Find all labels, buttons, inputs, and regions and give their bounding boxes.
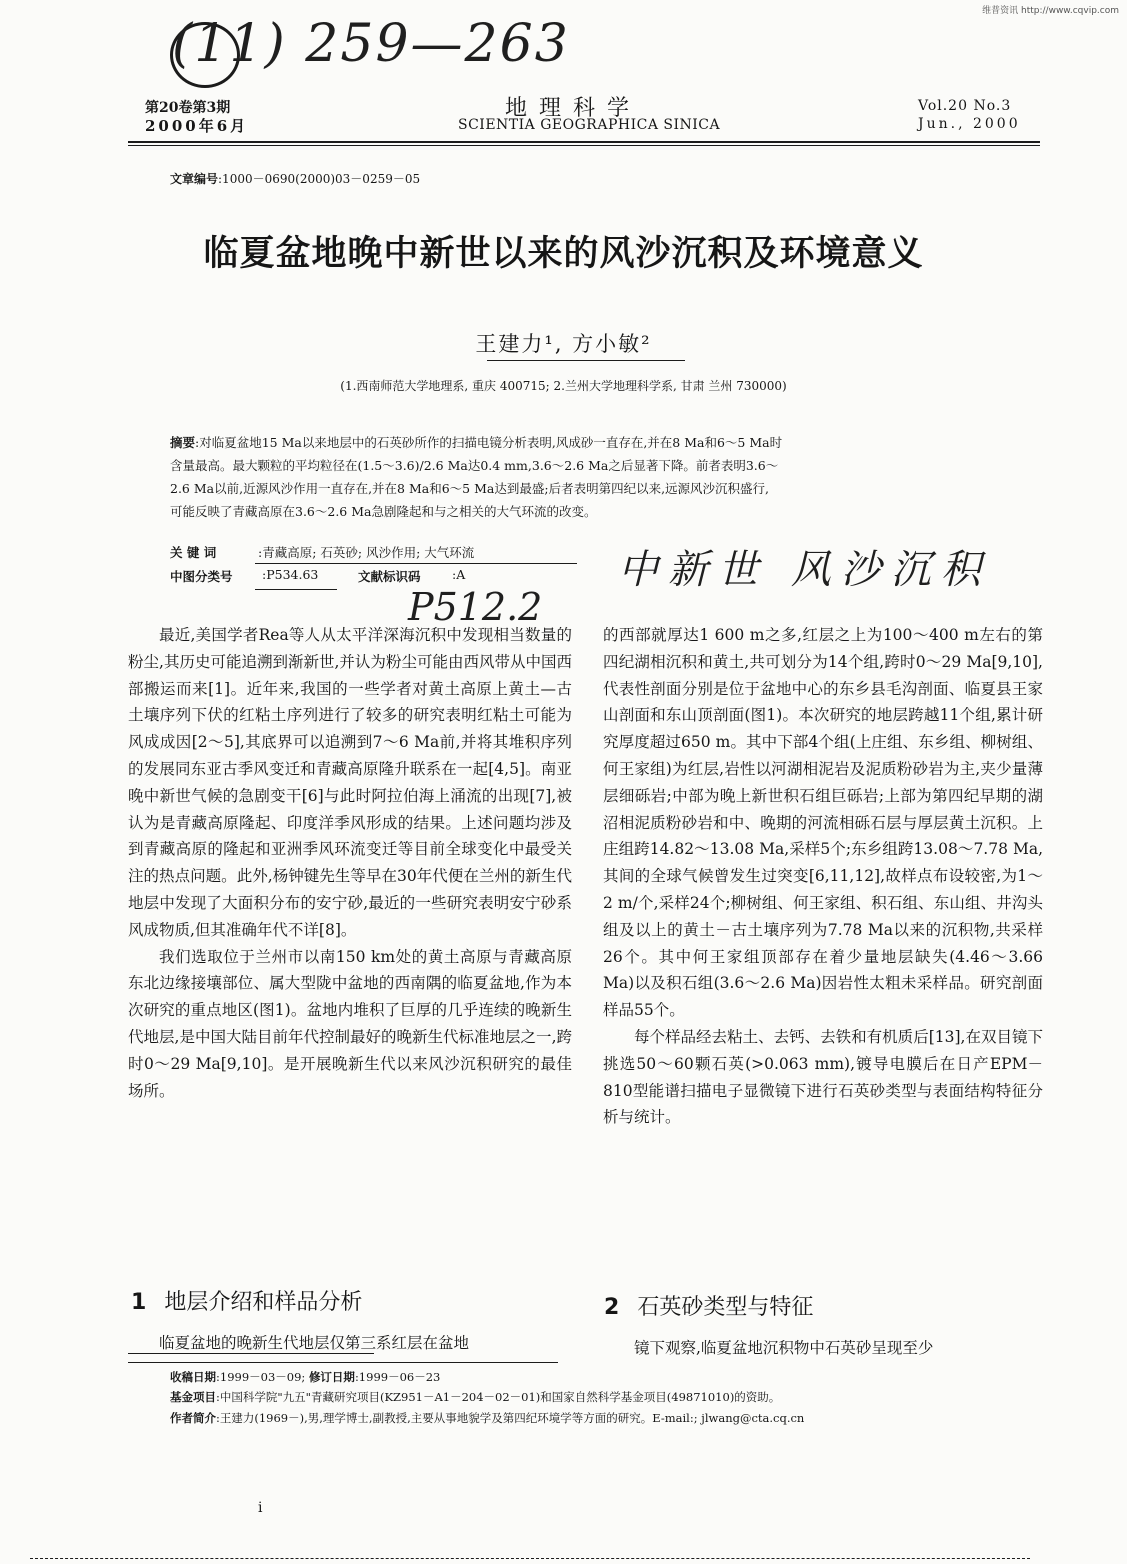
received-label: 收稿日期 [170, 1370, 216, 1384]
keywords: :青藏高原; 石英砂; 风沙作用; 大气环流 [258, 545, 475, 560]
authors: 王建力¹, 方小敏² [475, 332, 652, 356]
section-1-paragraph: 临夏盆地的晚新生代地层仅第三系红层在盆地 [159, 1334, 470, 1352]
revised-date: :1999－06－23 [354, 1370, 441, 1384]
section-1-number: 1 [131, 1290, 147, 1315]
revised-label: 修订日期 [308, 1370, 355, 1384]
article-number-value: :1000－0690(2000)03－0259－05 [218, 172, 421, 186]
document-code-label: 文献标识码 [358, 569, 421, 584]
affiliation: (1.西南师范大学地理系, 重庆 400715; 2.兰州大学地理科学系, 甘肃 兰州 730000) [340, 379, 787, 393]
date-cn: 2000年6月 [145, 117, 249, 135]
bottom-edge-rule [30, 1558, 1030, 1559]
classification-number: :P534.63 [262, 567, 319, 582]
funding-text: :中国科学院"九五"青藏研究项目(KZ951－A1－204－02－01)和国家自然科学基金项目(49871010)的资助。 [216, 1390, 781, 1404]
article-number-label: 文章编号 [170, 172, 219, 186]
date-en: Jun., 2000 [918, 116, 1021, 132]
section-2-number: 2 [604, 1295, 620, 1320]
footnote-rule [128, 1362, 558, 1363]
section-2-heading [604, 1290, 813, 1321]
header-rule-thin [128, 145, 1040, 146]
watermark: 维普资讯 http://www.cqvip.com [982, 6, 1119, 16]
journal-title-cn: 地理科学 [505, 96, 642, 121]
handwritten-page-mark: (11) 259—263 [172, 14, 570, 74]
volume-cn: 第20卷第3期 [145, 100, 231, 116]
right-paragraph-1: 的西部就厚达1 600 m之多,红层之上为100～400 m左右的第四纪湖相沉积和黄土,共可划分为14个组,跨时0～29 Ma[9,10],代表性剖面分别是位于盆地中心的东乡县毛沟剖面、临夏县王家山剖面和东山顶剖面(图1)。本次研究的地层跨越11个组,累计研究厚度超过650 m。其中下部4个组(上庄组、东乡组、柳树组、何王家组)为红层,岩性以河湖相泥岩及泥质粉砂岩为主,夹少量薄层细砾岩;中部为晚上新世积石组巨砾岩;上部为第四纪早期的湖沼相泥质粉砂岩和中、晚期的河流相砾石层与厚层黄土沉积。上庄组跨14.82～13.08 Ma,采样5个;东乡组跨13.08～7.78 Ma,其间的全球气候曾发生过突变[6,11,12],故样点布设较密,为1～2 m/个,采样24个;柳树组、何王家组、积石组、东山组、井沟头组及以上的黄土－古土壤序列为7.78 Ma以来的沉积物,共采样26个。其中何王家组顶部存在着少量地层缺失(4.46～3.66 Ma)以及积石组(3.6～2.6 Ma)因岩性太粗未采样品。研究剖面样品55个。 [603, 626, 1043, 1020]
classification-underline [255, 589, 337, 590]
document-code: :A [452, 567, 466, 582]
header-rule [128, 141, 1040, 143]
abstract-line-4: 可能反映了青藏高原在3.6～2.6 Ma急剧隆起和与之相关的大气环流的改变。 [170, 504, 597, 519]
article-number [170, 170, 420, 187]
abstract-text-1: :对临夏盆地15 Ma以来地层中的石英砂所作的扫描电镜分析表明,风成砂一直存在,并在8 Ma和6～5 Ma时 [195, 435, 783, 450]
abstract-line-1 [170, 431, 1015, 454]
abstract-line-2: 含量最高。最大颗粒的平均粒径在(1.5～3.6)/2.6 Ma达0.4 mm,3.6～2.6 Ma之后显著下降。前者表明3.6～ [170, 458, 779, 473]
abstract-label: 摘要 [170, 435, 196, 450]
volume-en: Vol.20 No.3 [918, 98, 1012, 114]
author-bio-text: :王建力(1969－),男,理学博士,副教授,主要从事地貌学及第四纪环境学等方面的研究。E-mail:; jlwang@cta.cq.cn [216, 1411, 805, 1425]
section-1-underline [128, 1353, 374, 1354]
classification-label: 中图分类号 [170, 569, 233, 584]
left-paragraph-2: 我们选取位于兰州市以南150 km处的黄土高原与青藏高原东北边缘接壤部位、属大型陇中盆地的西南隅的临夏盆地,作为本次研究的重点地区(图1)。盆地内堆积了巨厚的几乎连续的晚新生代地层,是中国大陆目前年代控制最好的晚新生代标准地层之一,跨时0～29 Ma[9,10]。是开展晚新生代以来风沙沉积研究的最佳场所。 [128, 947, 572, 1100]
right-column [603, 622, 1043, 1131]
footnote-author [170, 1410, 804, 1426]
stray-mark: i [258, 1500, 263, 1516]
journal-title-en: SCIENTIA GEOGRAPHICA SINICA [458, 117, 721, 133]
paper-title: 临夏盆地晚中新世以来的风沙沉积及环境意义 [203, 234, 924, 274]
funding-label: 基金项目 [170, 1390, 216, 1404]
handwritten-note-class: P512.2 [408, 585, 543, 629]
right-paragraph-2: 每个样品经去粘土、去钙、去铁和有机质后[13],在双目镜下挑选50～60颗石英(>0.063 mm),镀导电膜后在日产EPM－810型能谱扫描电子显微镜下进行石英砂类型与表面结构特征分析与统计。 [603, 1027, 1043, 1127]
authors-underline [487, 360, 685, 361]
keywords-label: 关 键 词 [170, 545, 217, 560]
handwritten-note-keywords: 中新世 风沙沉积 [618, 547, 991, 593]
author-bio-label: 作者简介 [170, 1411, 216, 1425]
abstract-line-3: 2.6 Ma以前,近源风沙作用一直存在,并在8 Ma和6～5 Ma达到最盛;后者表明第四纪以来,远源风沙沉积盛行, [170, 481, 770, 496]
keywords-underline [255, 563, 577, 564]
section-2-paragraph: 镜下观察,临夏盆地沉积物中石英砂呈现至少 [634, 1339, 934, 1357]
left-paragraph-1: 最近,美国学者Rea等人从太平洋深海沉积中发现相当数量的粉尘,其历史可能追溯到渐新世,并认为粉尘可能由西风带从中国西部搬运而来[1]。近年来,我国的一些学者对黄土高原上黄土—古土壤序列下伏的红粘土序列进行了较多的研究表明红粘土可能为风成成因[2～5],其底界可以追溯到7～6 Ma前,并将其堆积序列的发展同东亚古季风变迁和青藏高原隆升联系在一起[4,5]。南亚晚中新世气候的急剧变干[6]与此时阿拉伯海上涌流的出现[7],被认为是青藏高原隆起、印度洋季风形成的结果。上述问题均涉及到青藏高原的隆起和亚洲季风环流变迁等目前全球变化中最受关注的热点问题。此外,杨钟键先生等早在30年代便在兰州的新生代地层中发现了大面积分布的安宁砂,最近的一些研究表明安宁砂系风成物质,但其准确年代不详[8]。 [128, 626, 572, 939]
footnote-funding [170, 1389, 780, 1405]
section-1-heading [131, 1285, 362, 1316]
footnote-received [170, 1369, 440, 1385]
received-date: :1999－03－09; [216, 1370, 309, 1384]
section-1-title: 地层介绍和样品分析 [164, 1290, 363, 1315]
section-2-title: 石英砂类型与特征 [637, 1295, 814, 1320]
left-column [128, 622, 572, 1104]
